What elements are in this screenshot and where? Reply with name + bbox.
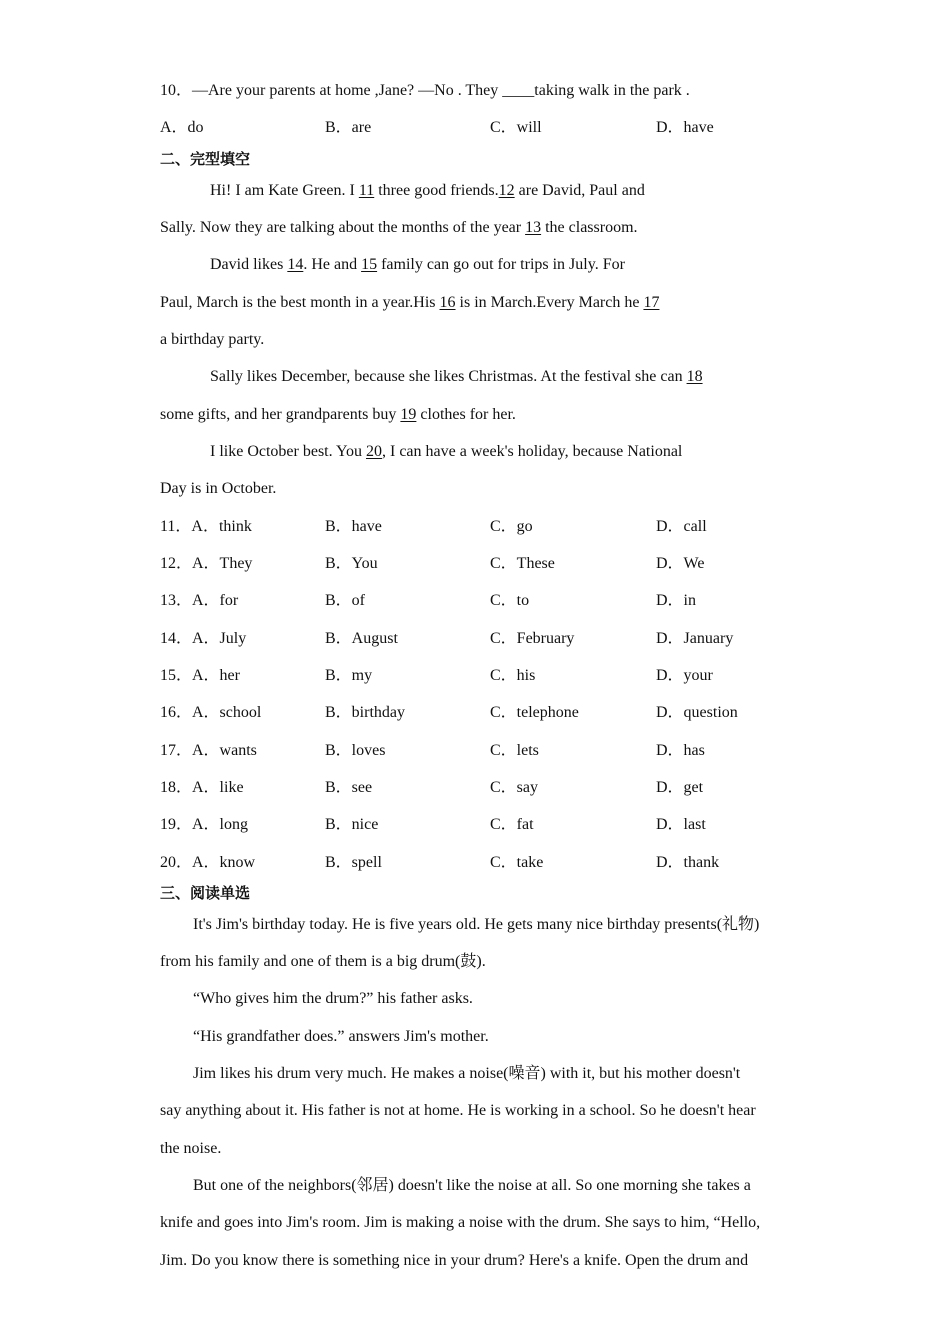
q19-option-d: D．last xyxy=(656,816,706,833)
passage-line-1: Hi! I am Kate Green. I 11 three good friends.12 are David, Paul and xyxy=(210,182,645,199)
q13-option-d: D．in xyxy=(656,592,697,609)
q13-option-a: 13．A．for xyxy=(160,592,239,609)
section2-heading: 二、完型填空 xyxy=(160,150,251,168)
passage-line-4: Paul, March is the best month in a year.His 16 is in March.Every March he 17 xyxy=(160,294,660,311)
q15-option-c: C．his xyxy=(490,667,536,684)
q12-option-b: B．You xyxy=(325,555,378,572)
blank-13: 13 xyxy=(525,219,542,236)
q11-option-b: B．have xyxy=(325,518,382,535)
reading-line-6: say anything about it. His father is not at home. He is working in a school. So he doesn't hear xyxy=(160,1102,756,1119)
reading-line-3: “Who gives him the drum?” his father asks. xyxy=(193,990,473,1007)
q17-option-a: 17．A．wants xyxy=(160,742,257,759)
q10-stem: 10．—Are your parents at home ,Jane? —No . They ____taking walk in the park . xyxy=(160,82,690,99)
reading-line-2: from his family and one of them is a big drum(鼓). xyxy=(160,953,486,970)
q17-option-b: B．loves xyxy=(325,742,386,759)
q17-option-c: C．lets xyxy=(490,742,539,759)
q12-option-c: C．These xyxy=(490,555,555,572)
section3-heading: 三、阅读单选 xyxy=(160,884,251,902)
passage-line-7: some gifts, and her grandparents buy 19 clothes for her. xyxy=(160,406,516,423)
q20-option-a: 20．A．know xyxy=(160,854,256,871)
q16-option-d: D．question xyxy=(656,704,738,721)
q16-option-a: 16．A．school xyxy=(160,704,262,721)
q10-option-c: C．will xyxy=(490,119,542,136)
q13-option-c: C．to xyxy=(490,592,530,609)
q15-option-a: 15．A．her xyxy=(160,667,240,684)
q11-option-a: 11．A．think xyxy=(160,518,252,535)
reading-line-8: But one of the neighbors(邻居) doesn't like the noise at all. So one morning she takes a xyxy=(193,1177,751,1194)
passage-line-8: I like October best. You 20, I can have a week's holiday, because National xyxy=(210,443,683,460)
reading-line-4: “His grandfather does.” answers Jim's mother. xyxy=(193,1028,489,1045)
q19-option-c: C．fat xyxy=(490,816,534,833)
q10-option-d: D．have xyxy=(656,119,714,136)
q14-option-d: D．January xyxy=(656,630,734,647)
q11-option-d: D．call xyxy=(656,518,707,535)
q12-option-a: 12．A．They xyxy=(160,555,253,572)
reading-line-5: Jim likes his drum very much. He makes a noise(噪音) with it, but his mother doesn't xyxy=(193,1065,741,1082)
q16-option-c: C．telephone xyxy=(490,704,579,721)
passage-line-9: Day is in October. xyxy=(160,480,277,497)
q18-option-a: 18．A．like xyxy=(160,779,244,796)
blank-14: 14 xyxy=(287,256,304,273)
passage-line-3: David likes 14. He and 15 family can go out for trips in July. For xyxy=(210,256,625,273)
q20-option-c: C．take xyxy=(490,854,544,871)
blank-11: 11 xyxy=(358,182,375,199)
q18-option-d: D．get xyxy=(656,779,704,796)
q14-option-c: C．February xyxy=(490,630,575,647)
q10-option-a: A．do xyxy=(160,119,204,136)
blank-16: 16 xyxy=(439,294,456,311)
reading-line-9: knife and goes into Jim's room. Jim is making a noise with the drum. She says to him, “Hello, xyxy=(160,1214,761,1231)
q18-option-b: B．see xyxy=(325,779,373,796)
q15-option-b: B．my xyxy=(325,667,373,684)
q14-option-a: 14．A．July xyxy=(160,630,247,647)
reading-line-10: Jim. Do you know there is something nice in your drum? Here's a knife. Open the drum and xyxy=(160,1252,749,1269)
q19-option-a: 19．A．long xyxy=(160,816,249,833)
q16-option-b: B．birthday xyxy=(325,704,405,721)
blank-18: 18 xyxy=(686,368,703,385)
reading-line-7: the noise. xyxy=(160,1140,222,1157)
passage-line-2: Sally. Now they are talking about the months of the year 13 the classroom. xyxy=(160,219,638,236)
passage-line-5: a birthday party. xyxy=(160,331,265,348)
q20-option-b: B．spell xyxy=(325,854,382,871)
blank-17: 17 xyxy=(643,294,660,311)
q18-option-c: C．say xyxy=(490,779,539,796)
q12-option-d: D．We xyxy=(656,555,705,572)
q17-option-d: D．has xyxy=(656,742,705,759)
q20-option-d: D．thank xyxy=(656,854,720,871)
blank-20: 20 xyxy=(365,443,382,460)
blank-15: 15 xyxy=(361,256,378,273)
q19-option-b: B．nice xyxy=(325,816,379,833)
q13-option-b: B．of xyxy=(325,592,366,609)
q15-option-d: D．your xyxy=(656,667,713,684)
blank-19: 19 xyxy=(400,406,417,423)
reading-line-1: It's Jim's birthday today. He is five years old. He gets many nice birthday presents(礼物) xyxy=(193,916,760,933)
q10-option-b: B．are xyxy=(325,119,372,136)
passage-line-6: Sally likes December, because she likes Christmas. At the festival she can 18 xyxy=(210,368,703,385)
q14-option-b: B．August xyxy=(325,630,398,647)
blank-12: 12 xyxy=(498,182,515,199)
q11-option-c: C．go xyxy=(490,518,533,535)
